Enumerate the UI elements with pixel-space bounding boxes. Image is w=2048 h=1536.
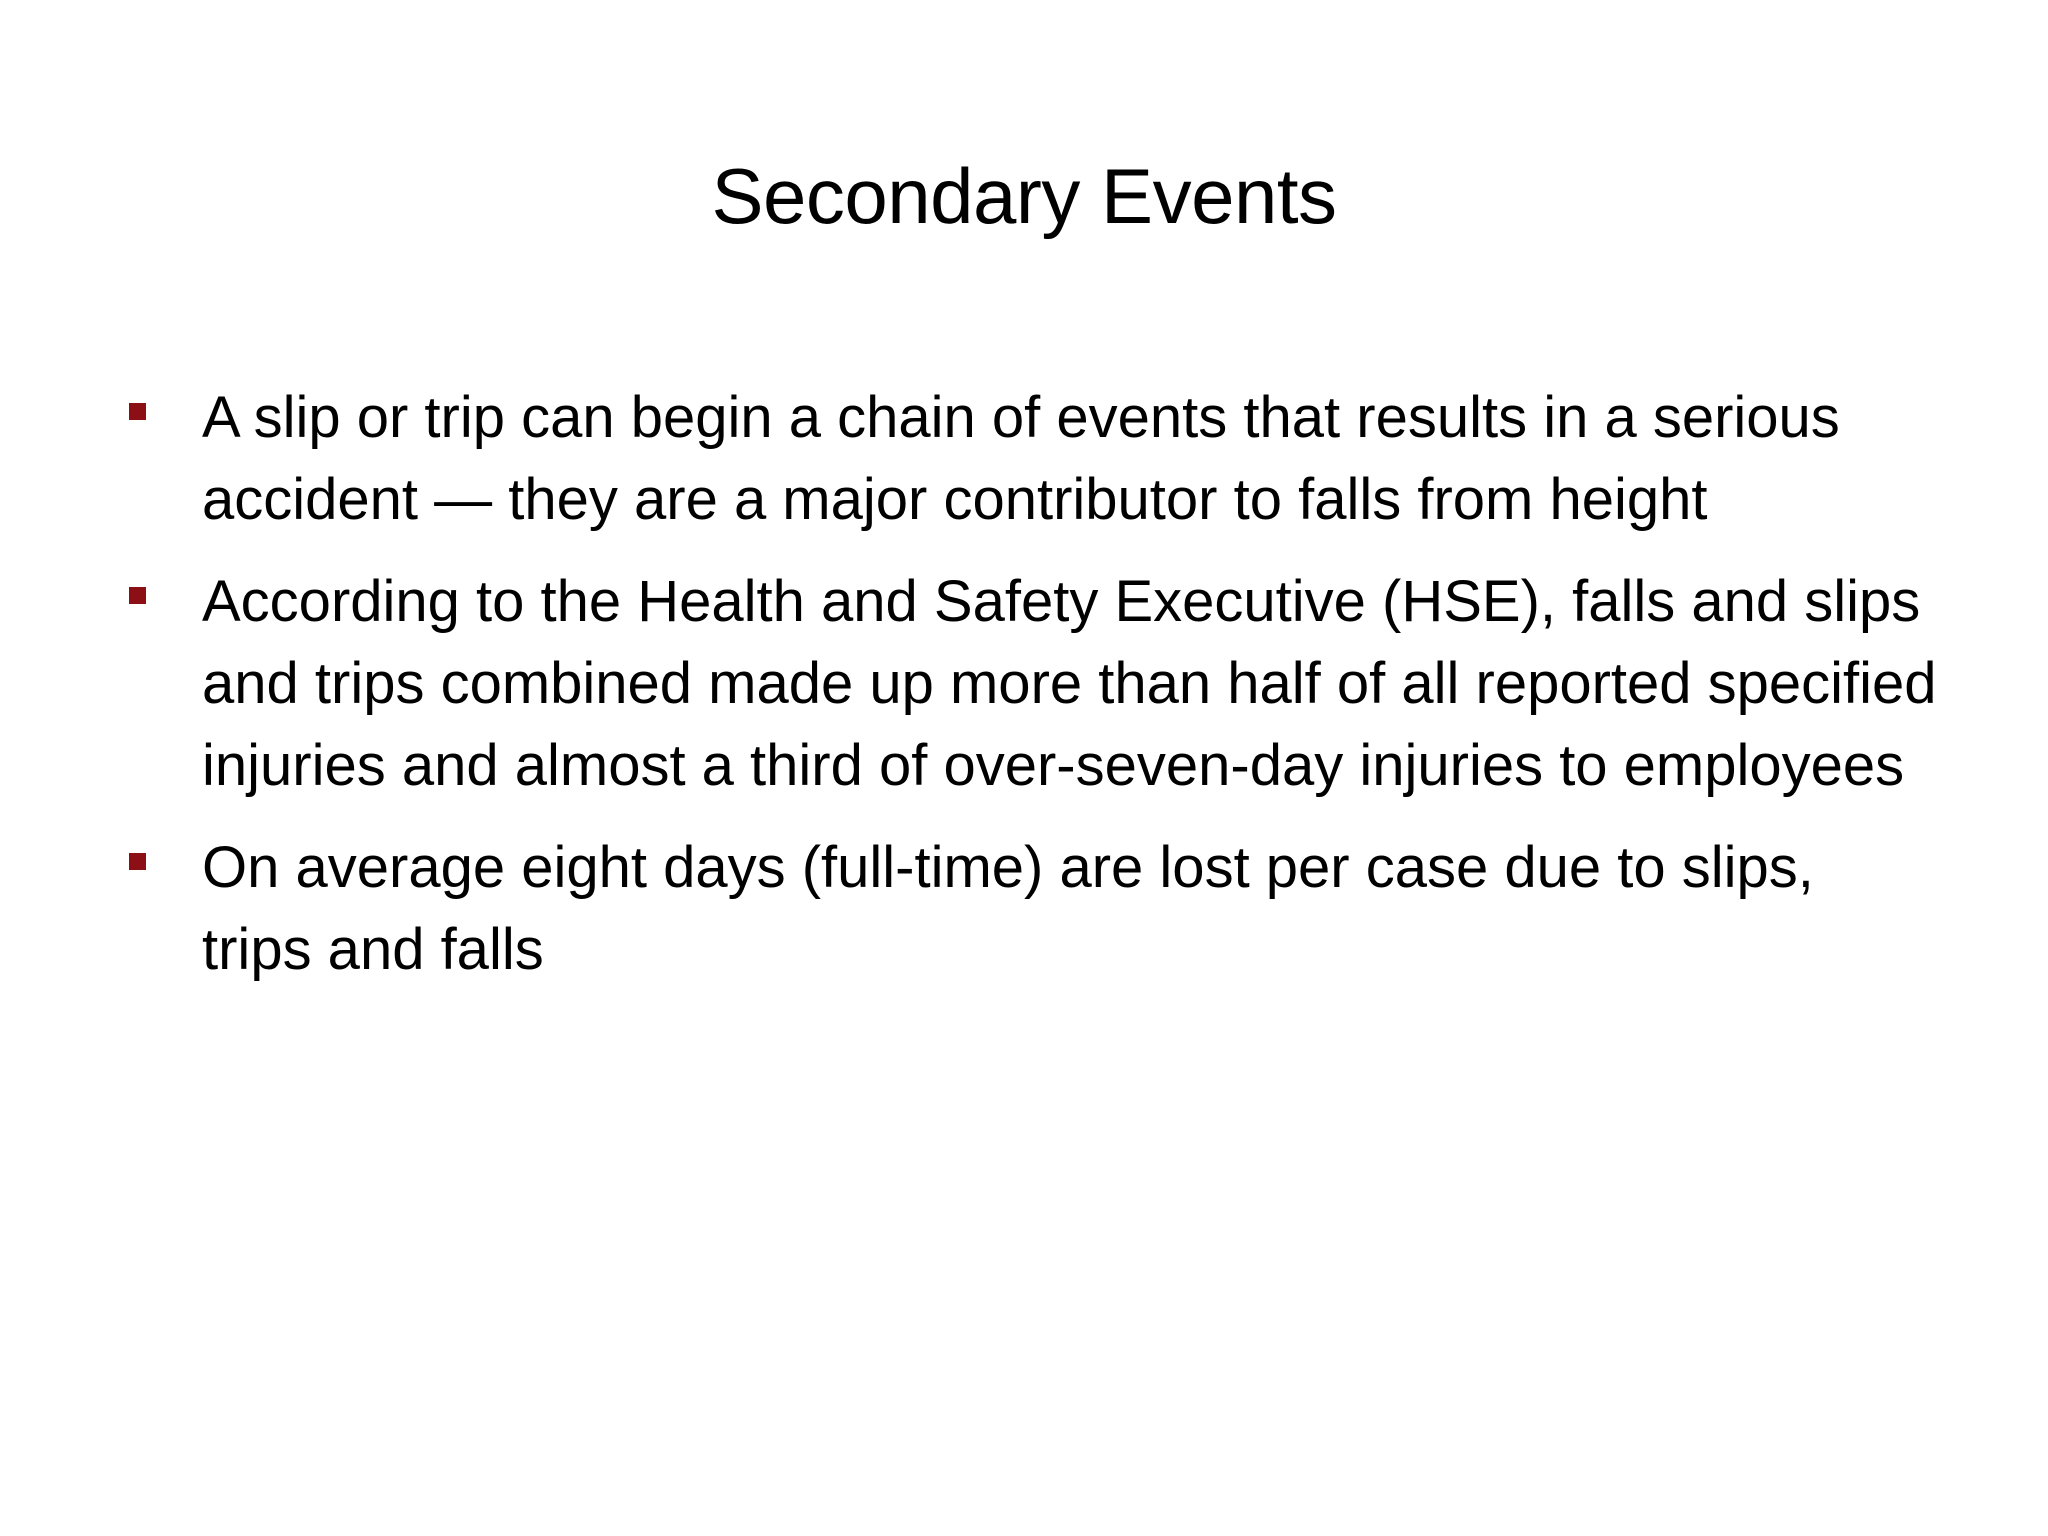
bullet-item xyxy=(128,561,1938,807)
bullet-text: On average eight days (full-time) are lost per case due to slips, trips and falls xyxy=(202,835,1814,982)
square-bullet-icon xyxy=(129,853,146,870)
bullet-list xyxy=(128,377,1938,1011)
bullet-text: A slip or trip can begin a chain of events that results in a serious accident — they are a major contributor to falls from height xyxy=(202,385,1840,532)
slide-title: Secondary Events xyxy=(711,152,1337,240)
bullet-item xyxy=(128,377,1938,541)
bullet-text: According to the Health and Safety Executive (HSE), falls and slips and trips combined made up more than half of all reported specified injuries and almost a third of over-seven-day injuries to employees xyxy=(202,569,1937,798)
bullet-item xyxy=(128,827,1938,991)
square-bullet-icon xyxy=(129,403,146,420)
square-bullet-icon xyxy=(129,587,146,604)
